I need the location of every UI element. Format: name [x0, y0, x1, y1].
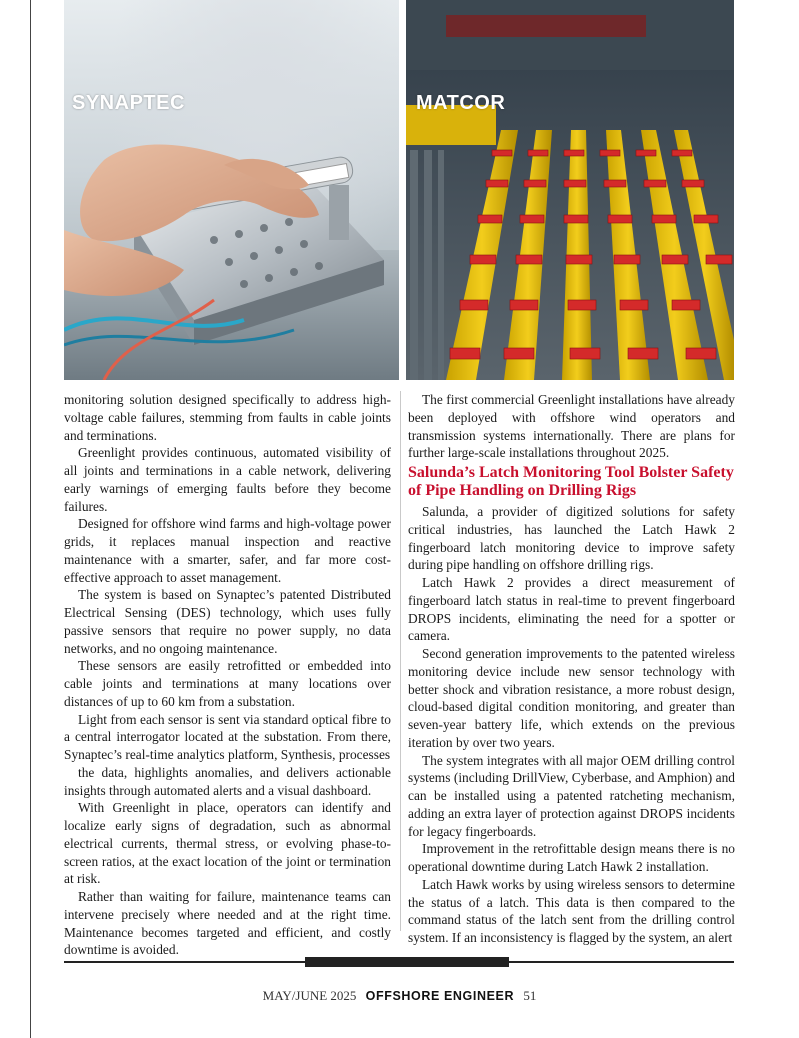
- paragraph: Second generation improvements to the patented wireless monitoring device include new sensor technology with better shock and vibration resistance, a more robust design, cloud-based digital condition monitoring, and greater than seven-year battery life, which extends on the previous iteration by over two years.: [408, 646, 735, 750]
- left-text-column: [64, 391, 391, 959]
- paragraph: The system is based on Synaptec’s patented Distributed Electrical Sensing (DES) technology, which uses fully passive sensors that require no power supply, no data networks, and no ongoing maintenance.: [64, 587, 391, 656]
- column-divider: [400, 391, 401, 931]
- paragraph: The system integrates with all major OEM drilling control systems (including DrillView, Cyberbase, and Amphion) and can be installed using a patented ratcheting mechanism, adding an extra layer of protection against DROPS incidents for legacy fingerboards.: [408, 752, 735, 839]
- paragraph: Latch Hawk works by using wireless sensors to determine the status of a latch. This data is then compared to the command status of the latch sent from the drilling control system. If an inconsistency is flagged by the system, an alert: [408, 876, 735, 945]
- paragraph: Greenlight provides continuous, automated visibility of all joints and terminations in a cable network, delivering early warnings of emerging faults before they become failures.: [64, 445, 391, 514]
- paragraph: the data, highlights anomalies, and delivers actionable insights through automated alerts and a visual dashboard.: [64, 764, 391, 798]
- paragraph: monitoring solution designed specifically to address high-voltage cable failures, stemming from faults in cable joints and terminations.: [64, 392, 391, 443]
- paragraph: Improvement in the retrofittable design means there is no operational downtime during Latch Hawk 2 installation.: [408, 841, 735, 874]
- page-footer: [0, 988, 799, 1004]
- paragraph: Salunda, a provider of digitized solutions for safety critical industries, has launched the Latch Hawk 2 fingerboard latch monitoring device to improve safety during pipe handling on offshore drilling rigs.: [408, 504, 735, 573]
- photo-credit-matcor: MATCOR: [416, 92, 506, 114]
- right-text-column: [408, 391, 735, 947]
- paragraph: Latch Hawk 2 provides a direct measurement of fingerboard latch status in real-time to prevent fingerboard DROPS incidents, eliminating the need for a spotter or camera.: [408, 575, 735, 644]
- synaptec-photo: [64, 0, 399, 380]
- margin-rule: [30, 0, 31, 1038]
- footer-bar: [305, 957, 509, 967]
- magazine-name: OFFSHORE ENGINEER: [365, 989, 515, 1003]
- fingerboard-latches-image: [406, 0, 734, 380]
- paragraph: With Greenlight in place, operators can identify and localize early signs of degradation, such as abnormal electrical currents, thermal stress, or evolving phase-to-screen ratios, at the exact location of the joint or termination at risk.: [64, 800, 391, 887]
- paragraph: The first commercial Greenlight installations have already been deployed with offshore wind operators and transmission systems internationally. There are plans for further large-scale installations throughout 2025.: [408, 392, 735, 461]
- paragraph: Rather than waiting for failure, maintenance teams can intervene precisely where needed and at the right time. Maintenance becomes targeted and efficient, and costly downtime is avoided.: [64, 889, 391, 958]
- paragraph: Designed for offshore wind farms and high-voltage power grids, it replaces manual inspection and reactive maintenance with a smarter, safer, and far more cost-effective approach to asset management.: [64, 516, 391, 585]
- page-number: 51: [523, 988, 537, 1003]
- article-headline: Salunda’s Latch Monitoring Tool Bolster Safety of Pipe Handling on Drilling Rigs: [408, 464, 734, 499]
- paragraph: Light from each sensor is sent via standard optical fibre to a central interrogator located at the substation. From there, Synaptec’s real-time analytics platform, Synthesis, processes: [64, 711, 391, 762]
- sensor-installation-image: [64, 0, 399, 380]
- issue-date: MAY/JUNE 2025: [262, 988, 357, 1003]
- paragraph: These sensors are easily retrofitted or embedded into cable joints and terminations at many locations over distances of up to 60 km from a substation.: [64, 658, 391, 709]
- matcor-photo: [406, 0, 734, 380]
- photo-credit-synaptec: SYNAPTEC: [72, 92, 185, 114]
